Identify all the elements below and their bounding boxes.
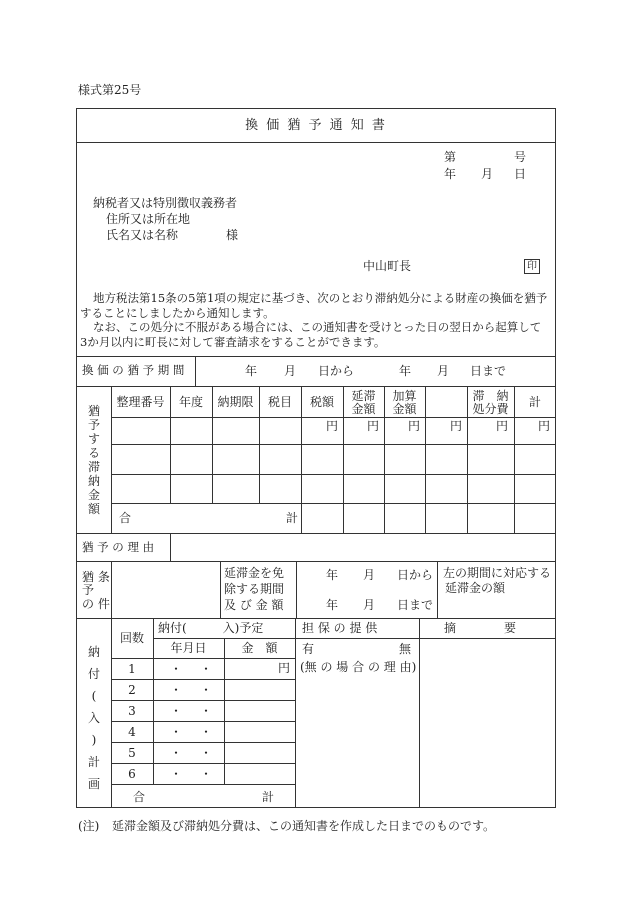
body-paragraph-1b: することにしましたから通知します。 — [80, 306, 275, 320]
cond-month2: 月 — [363, 598, 376, 612]
row-number: 4 — [128, 725, 136, 739]
seal-mark: 印 — [524, 259, 540, 274]
header-disposition-cost: 滞 納 処分費 — [472, 389, 509, 416]
doc-no-suffix: 号 — [514, 150, 527, 164]
count-label: 回数 — [119, 631, 144, 645]
remarks-label: 摘 要 — [444, 621, 517, 635]
conditions-label-top: 猶 条 — [82, 570, 110, 584]
waiver-line-3: 及 び 金 額 — [224, 598, 284, 612]
header-late-fee: 延滞 金額 — [351, 389, 376, 416]
cond-year1: 年 — [326, 568, 339, 582]
footnote-prefix: (注) — [78, 819, 100, 833]
cond-note-line-2: 延滞金の額 — [445, 581, 506, 595]
body-paragraph-2a: なお、この処分に不服がある場合には、この通知書を受けとった日の翌日から起算して — [93, 320, 542, 334]
yen-added: 円 — [408, 419, 421, 433]
row-number: 2 — [128, 683, 136, 697]
collateral-none-reason: (無 の 場 合 の 理 由) — [300, 660, 417, 674]
arrears-side-label: 猶 予 す る 滞 納 金 額 — [87, 404, 100, 516]
arrears-total-right: 計 — [286, 511, 299, 525]
row-dot: ・ — [200, 704, 213, 718]
row-dot: ・ — [170, 662, 183, 676]
row-dot: ・ — [170, 725, 183, 739]
schedule-total-right: 計 — [262, 790, 275, 804]
row-dot: ・ — [170, 704, 183, 718]
header-tax-amount: 税額 — [309, 395, 334, 409]
date-month: 月 — [481, 167, 494, 181]
row-dot: ・ — [200, 746, 213, 760]
cond-until: 日まで — [397, 598, 434, 612]
row-dot: ・ — [200, 683, 213, 697]
footnote-text: 延滞金額及び滞納処分費は、この通知書を作成した日までのものです。 — [112, 819, 496, 833]
collateral-label: 担 保 の 提 供 — [302, 621, 378, 635]
row-dot: ・ — [170, 767, 183, 781]
schedule-total-left: 合 — [133, 790, 146, 804]
yen-tax: 円 — [326, 419, 339, 433]
conditions-label-mid: 予 — [82, 583, 95, 597]
period-label: 換 価 の 猶 予 期 間 — [82, 363, 185, 377]
recipient-honorific: 様 — [226, 228, 239, 242]
reason-label: 猶 予 の 理 由 — [82, 540, 155, 554]
date-col-label: 年月日 — [170, 641, 207, 655]
row-dot: ・ — [170, 746, 183, 760]
row-number: 3 — [128, 704, 136, 718]
row-dot: ・ — [170, 683, 183, 697]
row-dot: ・ — [200, 662, 213, 676]
header-due-date: 納期限 — [217, 395, 254, 409]
period-from: 日から — [318, 364, 355, 378]
recipient-name-label: 氏名又は名称 — [106, 228, 179, 242]
yen-disposition: 円 — [496, 419, 509, 433]
cond-from: 日から — [397, 568, 434, 582]
schedule-side-label: 納 付 ( 入 ) 計 画 — [87, 645, 100, 791]
header-added-amount: 加算 金額 — [392, 389, 417, 416]
row-number: 6 — [128, 767, 136, 781]
issuer-name: 中山町長 — [363, 259, 412, 273]
amount-col-label: 金 額 — [241, 641, 278, 655]
row-dot: ・ — [200, 725, 213, 739]
period-year1: 年 — [245, 364, 258, 378]
doc-no-prefix: 第 — [444, 150, 457, 164]
period-year2: 年 — [399, 364, 412, 378]
cond-note-line-1: 左の期間に対応する — [443, 566, 552, 580]
date-year: 年 — [444, 167, 457, 181]
collateral-yes: 有 — [302, 642, 315, 656]
planned-label: 納付( 入)予定 — [158, 621, 264, 635]
yen-blank: 円 — [450, 419, 463, 433]
form-title: 換 価 猶 予 通 知 書 — [245, 118, 387, 133]
yen-late-fee: 円 — [367, 419, 380, 433]
recipient-type: 納税者又は特別徴収義務者 — [93, 196, 238, 210]
yen-total: 円 — [538, 419, 551, 433]
body-paragraph-1a: 地方税法第15条の5第1項の規定に基づき、次のとおり滞納処分による財産の換価を猶予 — [93, 291, 548, 305]
body-paragraph-2b: 3か月以内に町長に対して審査請求をすることができます。 — [80, 335, 386, 349]
row-number: 1 — [128, 662, 136, 676]
header-total: 計 — [528, 395, 541, 409]
form-number: 様式第25号 — [78, 83, 142, 97]
period-month1: 月 — [284, 364, 297, 378]
cond-year2: 年 — [326, 598, 339, 612]
recipient-address-label: 住所又は所在地 — [106, 212, 191, 226]
header-ref-no: 整理番号 — [116, 395, 165, 409]
date-day: 日 — [514, 167, 527, 181]
arrears-total-left: 合 — [119, 511, 132, 525]
header-fiscal-year: 年度 — [178, 395, 203, 409]
schedule-yen: 円 — [278, 661, 291, 675]
period-until: 日まで — [470, 364, 507, 378]
waiver-line-1: 延滞金を免 — [224, 566, 285, 580]
conditions-label-bot: の 件 — [82, 597, 110, 611]
waiver-line-2: 除する期間 — [224, 582, 285, 596]
cond-month1: 月 — [363, 568, 376, 582]
collateral-no: 無 — [399, 642, 412, 656]
header-tax-item: 税目 — [267, 395, 292, 409]
period-month2: 月 — [437, 364, 450, 378]
row-number: 5 — [128, 746, 136, 760]
row-dot: ・ — [200, 767, 213, 781]
